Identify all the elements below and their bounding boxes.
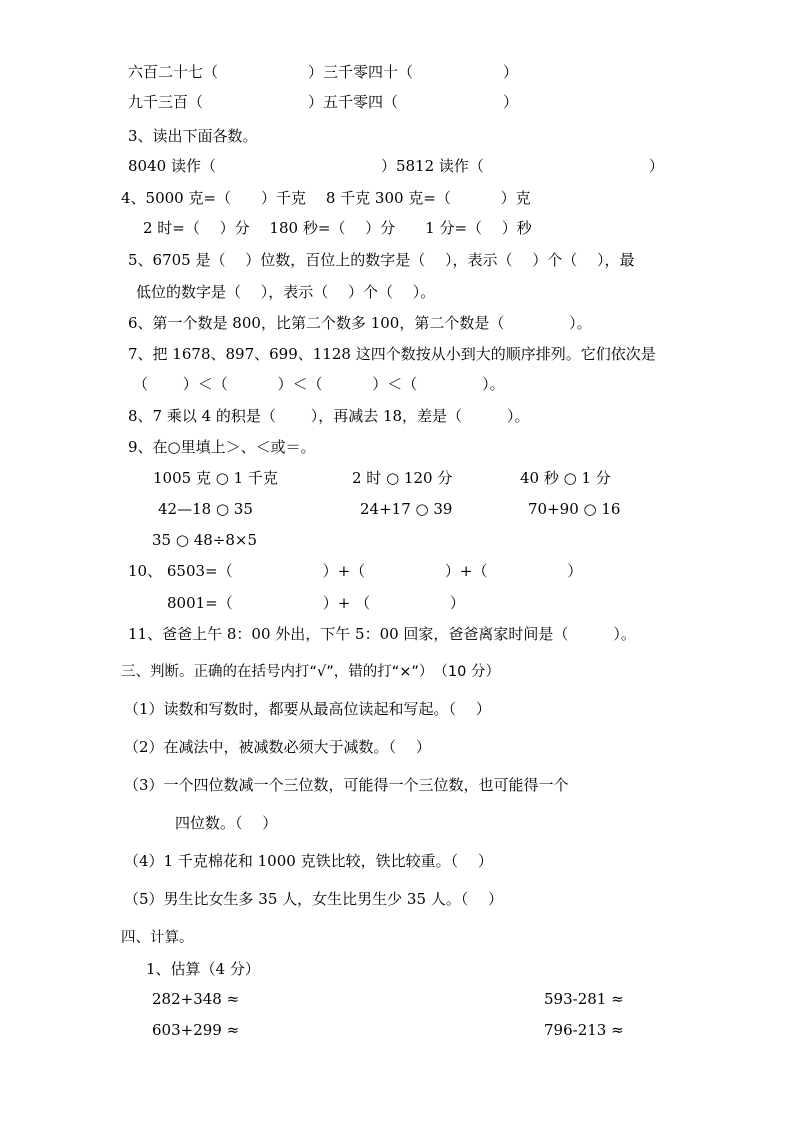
question-6: 6、第一个数是 800，比第二个数多 100，第二个数是（ ）。 xyxy=(128,314,592,332)
section-3-heading: 三、判断。正确的在括号内打“√”，错的打“×”） （10 分） xyxy=(121,664,500,680)
question-4-row-2: 2 时=（ ）分 180 秒=（ ）分 1 分=（ ）秒 xyxy=(143,219,532,237)
numbers-writing-row-1: 六百二十七（ ）三千零四十（ ） xyxy=(128,63,519,81)
question-3-title: 3、读出下面各数。 xyxy=(128,127,258,145)
question-5-row-1: 5、6705 是（ ）位数，百位上的数字是（ ），表示（ ）个（ ），最 xyxy=(128,251,635,269)
estimation-item: 603+299 ≈ xyxy=(152,1021,240,1039)
estimation-item: 593-281 ≈ xyxy=(544,990,624,1008)
compare-item: 1005 克 ○ 1 千克 xyxy=(153,469,278,487)
question-10-row-1: 10、 6503=（ ）+（ ）+（ ） xyxy=(128,562,583,580)
question-8: 8、7 乘以 4 的积是（ ），再减去 18，差是（ ）。 xyxy=(128,407,530,425)
compare-item: 40 秒 ○ 1 分 xyxy=(520,469,611,487)
question-9-title: 9、在○里填上＞、＜或＝。 xyxy=(128,438,316,456)
question-10-row-2: 8001=（ ）+ （ ） xyxy=(167,594,465,612)
compare-item: 42—18 ○ 35 xyxy=(158,500,253,518)
judge-item-1: （1）读数和写数时，都要从最高位读起和写起。（ ） xyxy=(124,700,491,718)
judge-item-3-continued: 四位数。（ ） xyxy=(175,814,278,832)
question-7-row-1: 7、把 1678、897、699、1128 这四个数按从小到大的顺序排列。它们依次是 xyxy=(128,345,656,363)
compare-item: 24+17 ○ 39 xyxy=(360,500,453,518)
question-7-row-2: （ ）＜（ ）＜（ ）＜（ ）。 xyxy=(133,375,505,393)
estimation-item: 796-213 ≈ xyxy=(544,1021,624,1039)
judge-item-5: （5）男生比女生多 35 人，女生比男生少 35 人。（ ） xyxy=(124,890,504,908)
estimation-title: 1、估算（4 分） xyxy=(146,960,260,978)
compare-item: 70+90 ○ 16 xyxy=(528,500,621,518)
question-3-items: 8040 读作（ ）5812 读作（ ） xyxy=(128,157,664,175)
judge-item-2: （2）在减法中，被减数必须大于减数。（ ） xyxy=(124,738,431,756)
question-5-row-2: 低位的数字是（ ），表示（ ）个（ ）。 xyxy=(136,283,436,301)
section-4-heading: 四、计算。 xyxy=(121,930,194,946)
estimation-item: 282+348 ≈ xyxy=(152,990,240,1008)
compare-item: 35 ○ 48÷8×5 xyxy=(152,531,258,549)
compare-item: 2 时 ○ 120 分 xyxy=(352,469,453,487)
judge-item-3: （3）一个四位数减一个三位数，可能得一个三位数，也可能得一个 xyxy=(124,776,569,794)
question-4-row-1: 4、5000 克=（ ）千克 8 千克 300 克=（ ）克 xyxy=(121,189,531,207)
question-11: 11、爸爸上午 8：00 外出，下午 5：00 回家，爸爸离家时间是（ ）。 xyxy=(128,625,636,643)
numbers-writing-row-2: 九千三百（ ）五千零四（ ） xyxy=(128,93,519,111)
judge-item-4: （4）1 千克棉花和 1000 克铁比较，铁比较重。（ ） xyxy=(124,852,493,870)
